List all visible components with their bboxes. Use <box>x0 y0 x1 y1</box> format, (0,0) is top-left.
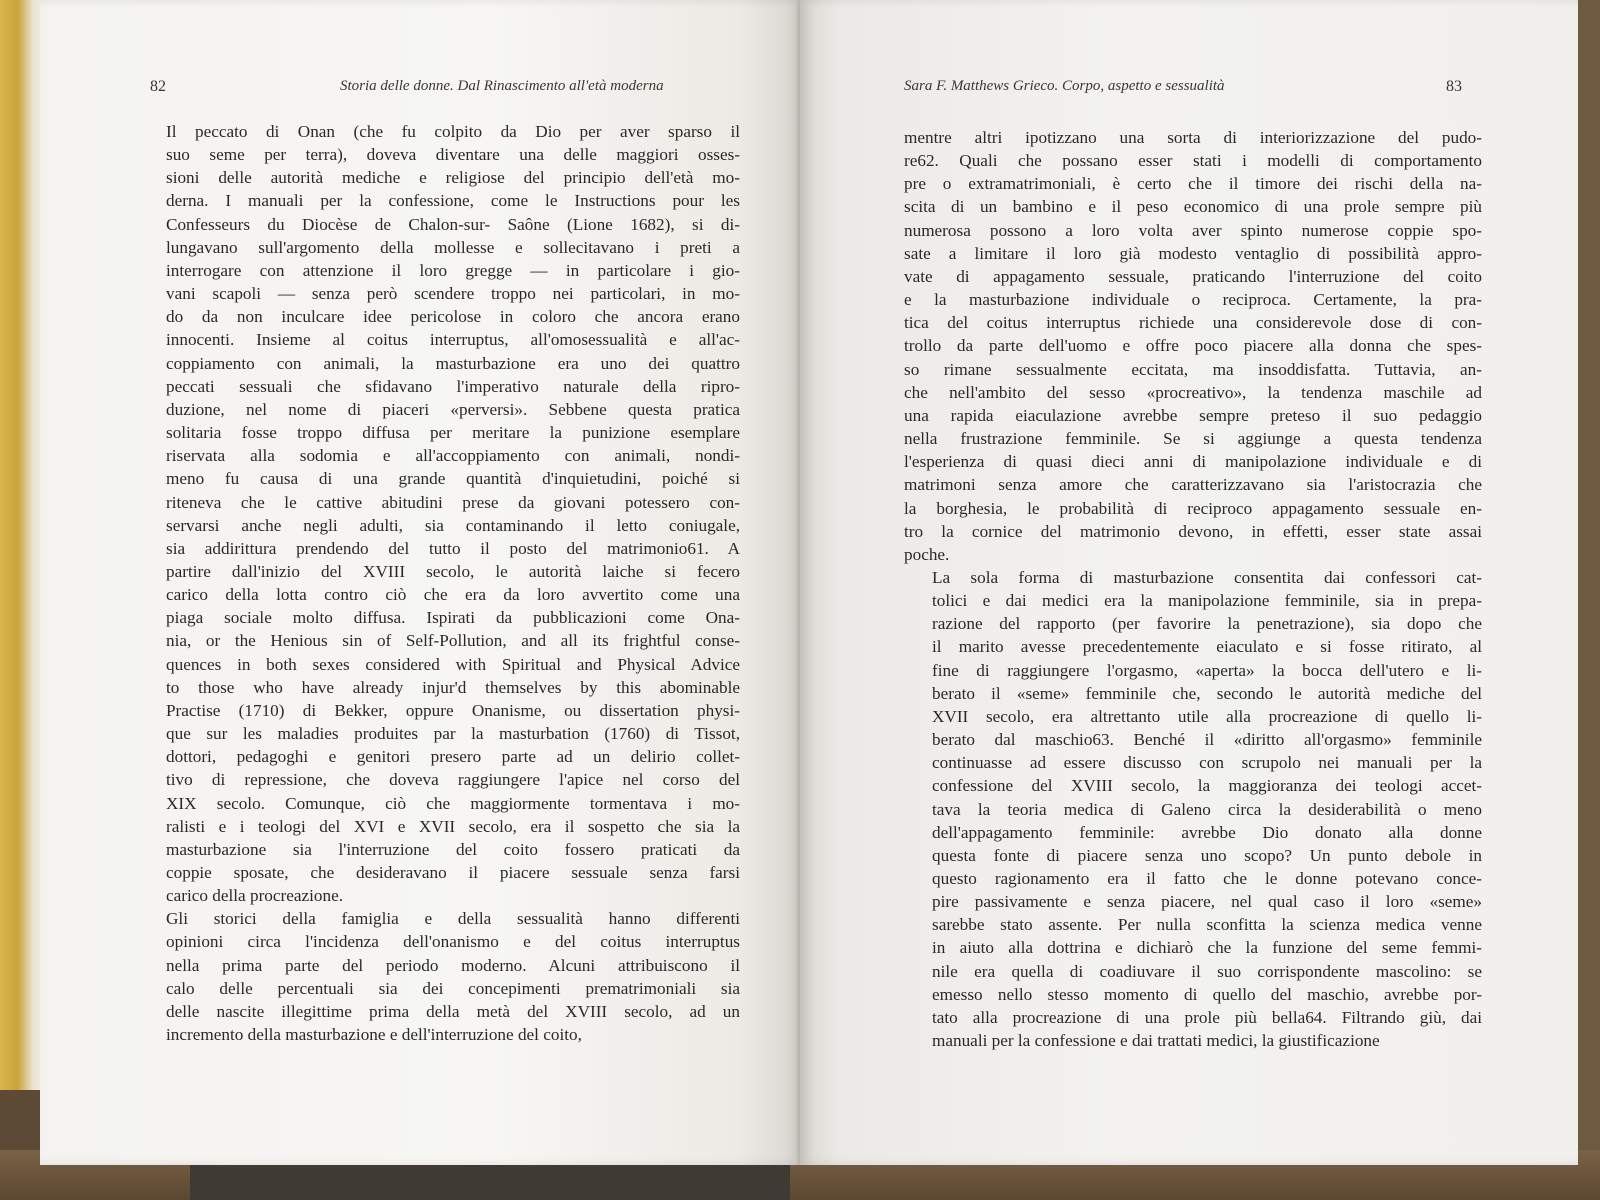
text-line: pire passivamente e senza piacere, nel qual caso il loro «seme» <box>932 892 1482 912</box>
text-line: to those who have already injur'd themselves by this abominable <box>166 677 740 697</box>
text-line: ralisti e i teologi del XVI e XVII secolo, era il sospetto che sia la <box>166 816 740 836</box>
text-line: continuasse ad essere discusso con scrupolo nei manuali per la <box>932 753 1482 773</box>
text-line: sia addirittura prendendo del tutto il posto del matrimonio61. A <box>166 538 740 558</box>
text-line: pre o extramatrimoniali, è certo che il timore dei rischi della na- <box>904 174 1482 194</box>
text-line: calo delle percentuali sia dei concepimenti prematrimoniali sia <box>166 978 740 998</box>
text-line: so rimane sessualmente eccitata, ma insoddisfatta. Tuttavia, an- <box>904 359 1482 379</box>
text-line: tava la teoria medica di Galeno circa la desiderabilità o meno <box>932 799 1482 819</box>
text-line: la borghesia, le probabilità di reciproco appagamento sessuale en- <box>904 498 1482 518</box>
text-line: nella frustrazione femminile. Se si aggiunge a questa tendenza <box>904 429 1482 449</box>
text-line: fine di raggiungere l'orgasmo, «aperta» la bocca dell'utero e li- <box>932 660 1482 680</box>
text-line: numerosa possono a loro volta aver spinto numerose coppie spo- <box>904 220 1482 240</box>
text-line: emesso nello stesso momento di quello del maschio, avrebbe por- <box>932 984 1482 1004</box>
text-line: masturbazione sia l'interruzione del coito fossero praticati da <box>166 839 740 859</box>
text-line: scita di un bambino e il peso economico di una prole sempre più <box>904 197 1482 217</box>
text-line: tica del coitus interruptus richiede una considerevole dose di con- <box>904 313 1482 333</box>
right-page <box>800 0 1578 1165</box>
text-line: dell'appagamento femminile: avrebbe Dio donato alla donne <box>932 822 1482 842</box>
text-line: questo ragionamento era il fatto che le donne potevano conce- <box>932 869 1482 888</box>
text-line: dottori, pedagoghi e genitori presero parte ad un delirio collet- <box>166 747 740 767</box>
text-line: peccati sessuali che sfidavano l'imperativo naturale della ripro- <box>166 376 740 396</box>
text-line: nella prima parte del periodo moderno. Alcuni attribuiscono il <box>166 955 740 975</box>
text-line: sioni delle autorità mediche e religiose del principio dell'età mo- <box>166 168 740 188</box>
text-line: matrimoni senza amore che caratterizzavano sia l'aristocrazia che <box>904 475 1482 495</box>
text-line: servarsi anche negli adulti, sia contaminando il letto coniugale, <box>166 515 740 535</box>
text-line: La sola forma di masturbazione consentita dai confessori cat- <box>932 567 1482 587</box>
text-line: derna. I manuali per la confessione, come le Instructions pour les <box>166 191 740 211</box>
text-line: mentre altri ipotizzano una sorta di interiorizzazione del pudo- <box>904 128 1482 147</box>
text-line: coppiamento con animali, la masturbazione era uno dei quattro <box>166 353 740 373</box>
paragraph <box>904 566 1482 1052</box>
text-line: interrogare con attenzione il loro gregge — in particolare i gio- <box>166 260 740 280</box>
running-head-title-left: Storia delle donne. Dal Rinascimento all'età moderna <box>340 78 664 94</box>
text-line: riservata alla sodomia e all'accoppiamento con animali, nondi- <box>166 446 740 466</box>
text-line: nia, or the Henious sin of Self-Pollution, and all its frightful conse- <box>166 631 740 651</box>
right-body-text <box>904 126 1482 1052</box>
text-line: Gli storici della famiglia e della sessualità hanno differenti <box>166 909 740 929</box>
text-line: solitaria fosse troppo diffusa per meritare la punizione esemplare <box>166 423 740 443</box>
text-line: re62. Quali che possano esser stati i modelli di comportamento <box>904 151 1482 171</box>
text-line: Il peccato di Onan (che fu colpito da Dio per aver sparso il <box>166 122 740 141</box>
text-line: delle nascite illegittime prima della metà del XVIII secolo, ad un <box>166 1001 740 1021</box>
paragraph <box>138 907 740 1046</box>
text-line: tivo di repressione, che doveva raggiungere l'apice nel corso del <box>166 770 740 790</box>
text-line: berato il «seme» femminile che, secondo le autorità mediche del <box>932 683 1482 703</box>
page-number-left: 82 <box>150 78 166 95</box>
text-line: do da non inculcare idee pericolose in coloro che ancora erano <box>166 307 740 327</box>
text-line: innocenti. Insieme al coitus interruptus, all'omosessualità e all'ac- <box>166 330 740 350</box>
text-line: e la masturbazione individuale o reciproca. Certamente, la pra- <box>904 290 1482 310</box>
text-line: vate di appagamento sessuale, praticando l'interruzione del coito <box>904 266 1482 286</box>
text-line: carico della lotta contro ciò che era da loro avvertito come una <box>166 585 740 605</box>
text-line: lungavano sull'argomento della mollesse e sollecitavano i preti a <box>166 237 740 257</box>
text-line: razione del rapporto (per favorire la penetrazione), sia dopo che <box>932 614 1482 634</box>
desk-edge-right <box>1576 0 1600 1200</box>
text-line: vani scapoli — senza però scendere troppo nei particolari, in mo- <box>166 284 740 304</box>
text-line: il marito avesse precedentemente eiaculato e si fosse ritirato, al <box>932 637 1482 657</box>
text-line: partire dall'inizio del XVIII secolo, le autorità laiche si fecero <box>166 561 740 581</box>
text-line: trollo da parte dell'uomo e offre poco piacere alla donna che spes- <box>904 336 1482 356</box>
paragraph <box>904 126 1482 566</box>
text-line: incremento della masturbazione e dell'interruzione del coito, <box>166 1025 582 1045</box>
page-number-right: 83 <box>1446 78 1462 95</box>
text-line: suo seme per terra), doveva diventare una delle maggiori osses- <box>166 145 740 165</box>
text-line: tro la cornice del matrimonio devono, in effetti, esser state assai <box>904 521 1482 541</box>
text-line: quences in both sexes considered with Spiritual and Physical Advice <box>166 654 740 674</box>
text-line: coppie sposate, che desideravano il piacere sessuale senza farsi <box>166 863 740 882</box>
text-line: opinioni circa l'incidenza dell'onanismo e del coitus interruptus <box>166 932 740 952</box>
text-line: che nell'ambito del sesso «procreativo», la tendenza maschile ad <box>904 382 1482 402</box>
text-line: Practise (1710) di Bekker, oppure Onanisme, ou dissertation physi- <box>166 700 740 720</box>
text-line: Confesseurs du Diocèse de Chalon-sur- Saône (Lione 1682), si di- <box>166 214 740 234</box>
text-line: que sur les maladies produites par la masturbation (1760) di Tissot, <box>166 724 740 744</box>
left-body-text <box>138 120 740 1046</box>
text-line: una rapida eiaculazione avrebbe sempre preteso il suo pedaggio <box>904 405 1482 425</box>
desk-shadow <box>190 1160 790 1200</box>
text-line: manuali per la confessione e dai trattati medici, la giustificazione <box>932 1031 1380 1051</box>
text-line: in aiuto alla dottrina e dichiarò che la funzione del seme femmi- <box>932 938 1482 958</box>
text-line: tolici e dai medici era la manipolazione femminile, sia in prepa- <box>932 591 1482 611</box>
text-line: sate a limitare il loro già modesto ventaglio di possibilità appro- <box>904 243 1482 263</box>
text-line: poche. <box>904 544 950 564</box>
text-line: XVII secolo, era altrettanto utile alla procreazione di quello li- <box>932 706 1482 726</box>
text-line: nile era quella di coadiuvare il suo corrispondente mascolino: se <box>932 961 1482 981</box>
text-line: XIX secolo. Comunque, ciò che maggiormente tormentava i mo- <box>166 793 740 813</box>
text-line: duzione, nel nome di piaceri «perversi». Sebbene questa pratica <box>166 399 740 419</box>
text-line: sarebbe stato assente. Per nulla sconfitta la scienza medica venne <box>932 915 1482 935</box>
running-head-title-right: Sara F. Matthews Grieco. Corpo, aspetto e sessualità <box>904 78 1225 94</box>
text-line: carico della procreazione. <box>166 886 344 906</box>
text-line: tato alla procreazione di una prole più bella64. Filtrando giù, dai <box>932 1007 1482 1027</box>
text-line: confessione del XVIII secolo, la maggioranza dei teologi accet- <box>932 776 1482 796</box>
text-line: meno fu causa di una grande quantità d'inquietudini, poiché si <box>166 469 740 489</box>
text-line: questa fonte di piacere senza uno scopo? Un punto debole in <box>932 845 1482 865</box>
text-line: piaga sociale molto diffusa. Ispirati da pubblicazioni come Ona- <box>166 608 740 628</box>
text-line: riteneva che le cattive abitudini prese da giovani potessero con- <box>166 492 740 512</box>
book-edge-left <box>0 0 44 1090</box>
paragraph <box>138 120 740 907</box>
text-line: l'esperienza di quasi dieci anni di manipolazione individuale e di <box>904 452 1482 472</box>
left-page <box>40 0 800 1165</box>
text-line: berato dal maschio63. Benché il «diritto all'orgasmo» femminile <box>932 730 1482 750</box>
